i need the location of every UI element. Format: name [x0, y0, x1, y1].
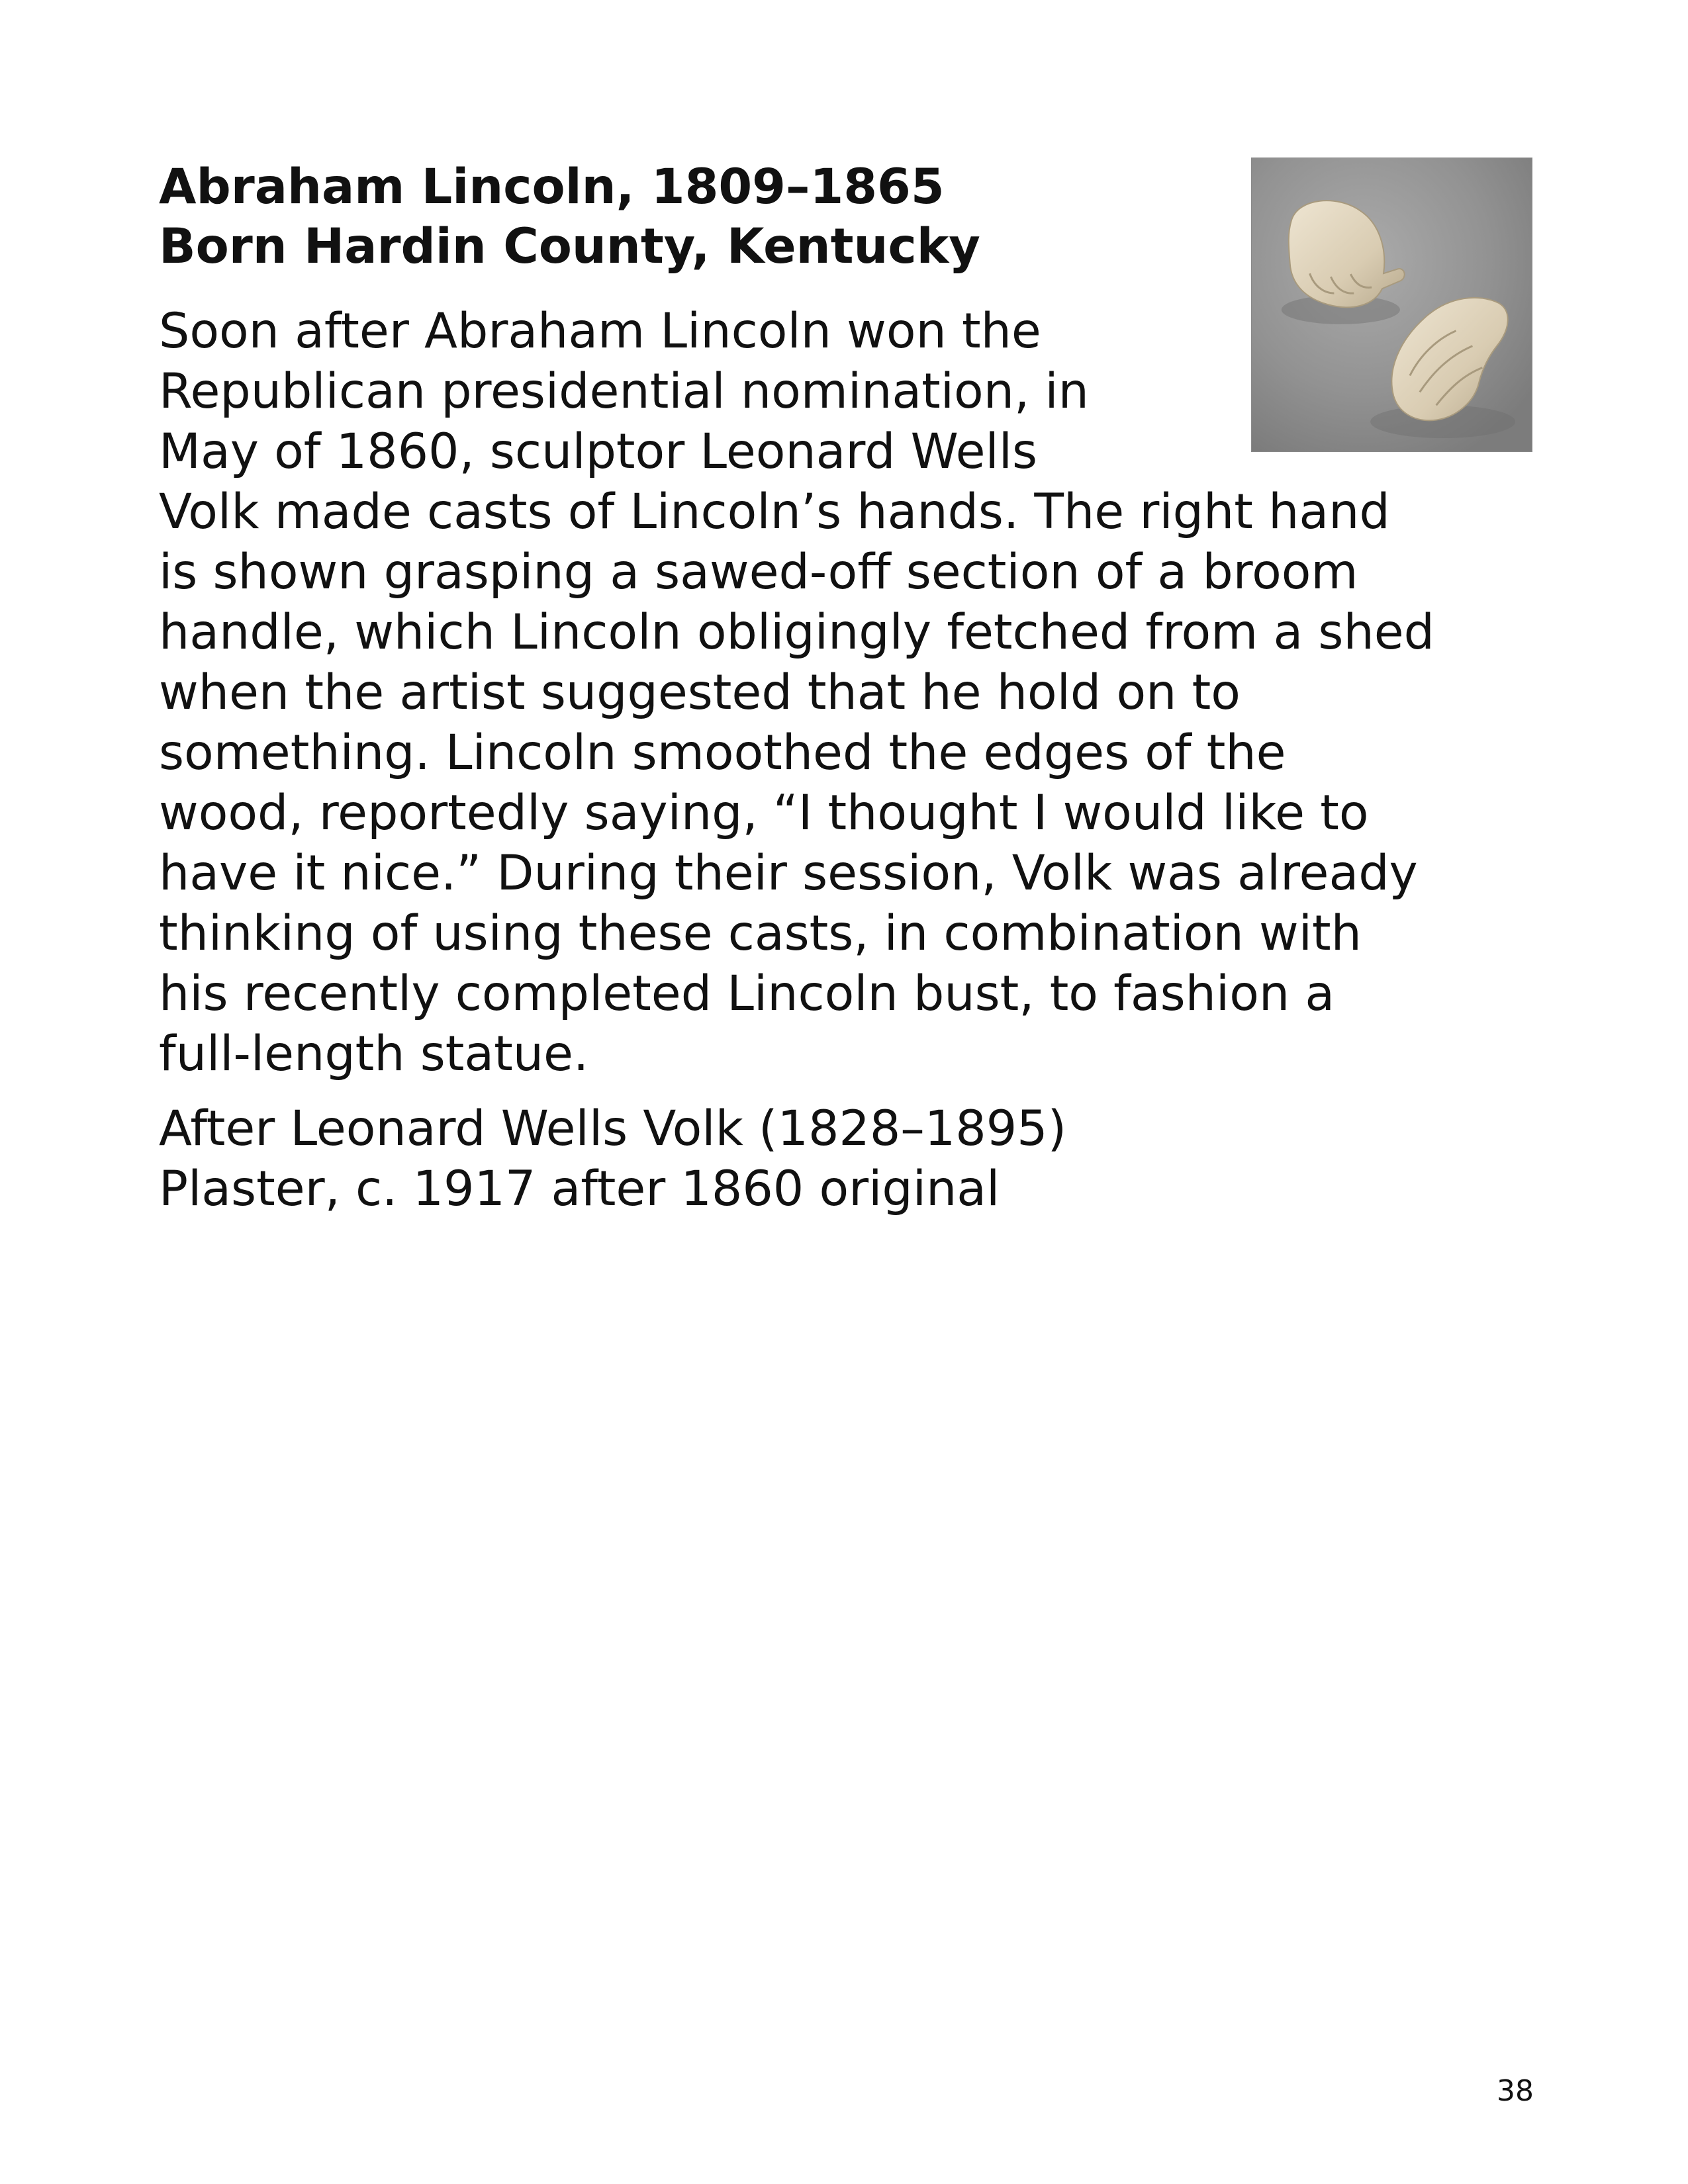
description-line: his recently completed Lincoln bust, to fashion a: [159, 966, 1335, 1022]
description-line: handle, which Lincoln obligingly fetched from a shed: [159, 604, 1434, 660]
credit-artist: After Leonard Wells Volk (1828–1895): [159, 1101, 1067, 1157]
credit-medium: Plaster, c. 1917 after 1860 original: [159, 1161, 1000, 1217]
page-number: 38: [1497, 2074, 1534, 2108]
description-line: when the artist suggested that he hold on to: [159, 664, 1241, 721]
description: [159, 301, 1549, 1084]
description-line: Soon after Abraham Lincoln won the: [159, 303, 1041, 359]
description-line: full-length statue.: [159, 1026, 589, 1082]
description-line: Republican presidential nomination, in: [159, 363, 1089, 420]
description-line: May of 1860, sculptor Leonard Wells: [159, 424, 1038, 480]
description-line: is shown grasping a sawed-off section of a broom: [159, 544, 1358, 600]
heading-title: Abraham Lincoln, 1809–1865: [159, 159, 945, 215]
artwork-credit: [159, 1099, 1549, 1219]
description-line: something. Lincoln smoothed the edges of the: [159, 725, 1286, 781]
description-line: have it nice.” During their session, Volk was already: [159, 845, 1418, 901]
description-line: thinking of using these casts, in combination with: [159, 905, 1362, 962]
heading: [159, 158, 1205, 277]
description-line: wood, reportedly saying, “I thought I would like to: [159, 785, 1369, 841]
description-line: Volk made casts of Lincoln’s hands. The right hand: [159, 484, 1390, 540]
heading-birthplace: Born Hardin County, Kentucky: [159, 218, 980, 275]
